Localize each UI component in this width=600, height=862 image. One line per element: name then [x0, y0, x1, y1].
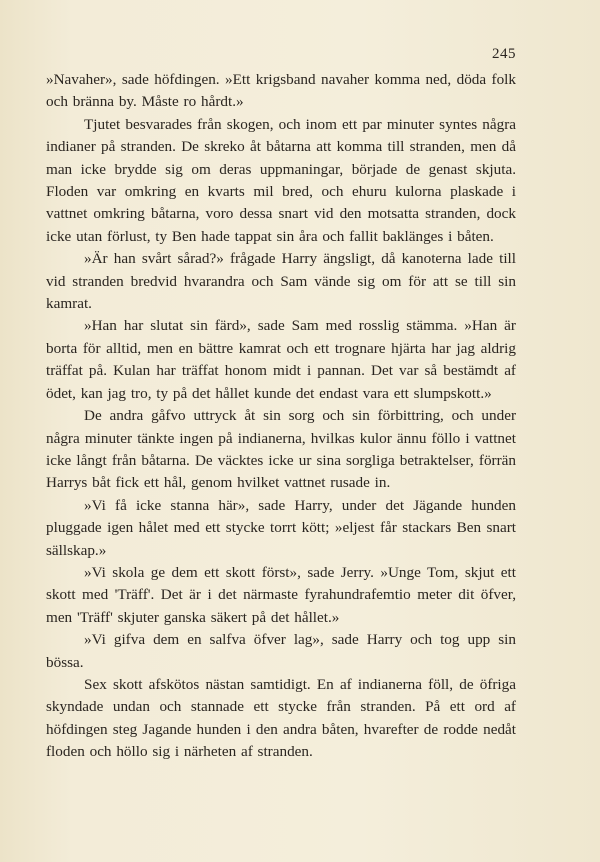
paragraph: Tjutet besvarades från skogen, och inom ett par minuter syntes några indianer på stranden. De skreko åt båtarna att komma till stranden, men då man icke brydde sig om deras uppmaningar, började de genast skjuta. Floden var omkring en kvarts mil bred, och ehuru kulorna plaskade i vattnet omkring båtarna, voro dessa snart vid den motsatta stranden, dock icke utan förlust, ty Ben hade tappat sin åra och fallit baklänges i båten.	[46, 115, 516, 245]
paragraph: »Navaher», sade höfdingen. »Ett krigsband navaher komma ned, döda folk och bränna by. Måste ro hårdt.»	[46, 71, 516, 111]
paragraph: Sex skott afskötos nästan samtidigt. En af indianerna föll, de öfriga skyndade undan och stannade ett stycke från stranden. På ett ord af höfdingen steg Jagande hunden i den andra båten, hvarefter de rodde nedåt floden och höllo sig i närheten af stranden.	[46, 675, 516, 761]
paragraph: »Han har slutat sin färd», sade Sam med rosslig stämma. »Han är borta för alltid, men en bättre kamrat och ett trognare hjärta har jag aldrig träffat på. Kulan har träffat honom midt i pannan. Det var så bestämdt af ödet, kan jag tro, ty på det hållet kunde det endast vara ett slumpskott.»	[46, 317, 516, 402]
paragraph: »Vi få icke stanna här», sade Harry, under det Jägande hunden pluggade igen hålet med ett stycke torrt kött; »eljest får stackars Ben snart sällskap.»	[46, 496, 516, 559]
paragraph: »Vi gifva dem en salfva öfver lag», sade Harry och tog upp sin bössa.	[46, 631, 516, 671]
page-number: 245	[492, 46, 516, 62]
paragraph: »Vi skola ge dem ett skott först», sade Jerry. »Unge Tom, skjut ett skott med 'Träff'. Det är i det närmaste fyrahundrafemtio meter dit öfver, men 'Träff' skjuter ganska säkert på det hållet.»	[46, 563, 516, 626]
body-text	[46, 69, 516, 764]
paragraph: »Är han svårt sårad?» frågade Harry ängsligt, då kanoterna lade till vid stranden bredvid hvarandra och Sam vände sig om för att se till sin kamrat.	[46, 250, 516, 313]
paragraph: De andra gåfvo uttryck åt sin sorg och sin förbittring, och under några minuter tänkte ingen på indianerna, hvilkas kulor ännu föllo i vattnet icke långt från båtarna. De väcktes icke ur sina sorgliga betraktelser, förrän Harrys båt fick ett hål, genom hvilket vattnet rusade in.	[46, 407, 516, 492]
